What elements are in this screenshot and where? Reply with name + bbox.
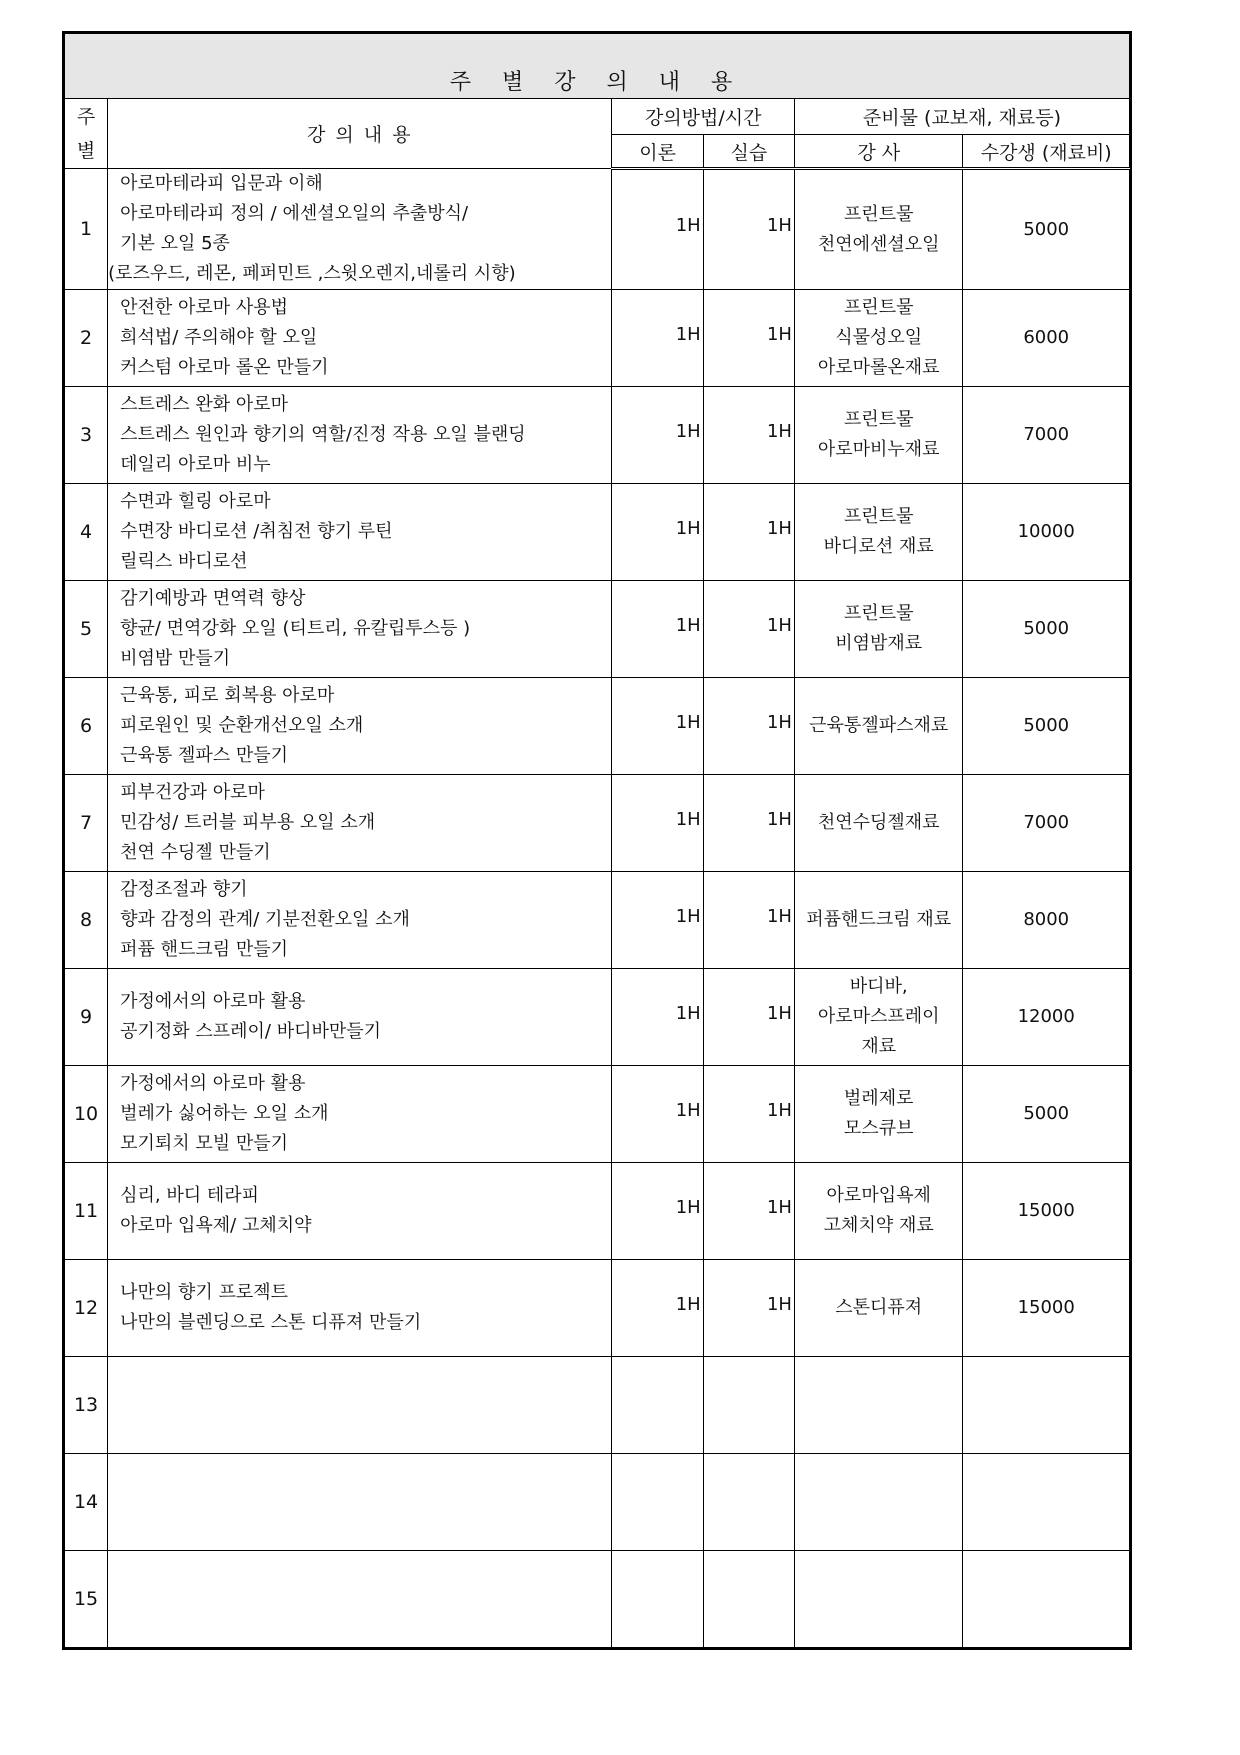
- practice-hours: [703, 387, 794, 484]
- header-week-top: 주: [76, 105, 96, 128]
- instructor-materials: [794, 775, 962, 872]
- instructor-materials-line: 재료: [861, 1036, 897, 1057]
- practice-hours: [703, 581, 794, 678]
- lecture-content-line: 퍼퓸 핸드크림 만들기: [120, 939, 289, 960]
- week-number: 1: [65, 169, 108, 290]
- lecture-content-line: 근육통 젤파스 만들기: [120, 745, 289, 766]
- instructor-materials-line: 고체치약 재료: [823, 1215, 934, 1236]
- practice-hours-value: 1H: [766, 711, 792, 733]
- theory-hours-value: 1H: [675, 215, 701, 236]
- instructor-materials-line: 모스큐브: [843, 1118, 914, 1139]
- practice-hours: [703, 169, 794, 290]
- instructor-materials-line: 프린트물: [843, 506, 914, 527]
- lecture-content-line: 벌레가 싫어하는 오일 소개: [120, 1103, 329, 1124]
- table-row: [65, 775, 1130, 872]
- practice-hours-value: 1H: [766, 420, 792, 442]
- instructor-materials-line: 벌레제로: [843, 1088, 914, 1109]
- lecture-content: [108, 1551, 612, 1648]
- lecture-content-line: 스트레스 완화 아로마: [120, 394, 289, 415]
- week-number: 10: [65, 1066, 108, 1163]
- week-number: 13: [65, 1357, 108, 1454]
- instructor-materials-line: 아로마비누재료: [817, 439, 940, 460]
- lecture-content-line: 천연 수딩젤 만들기: [120, 842, 271, 863]
- practice-hours-value: 1H: [766, 808, 792, 830]
- lecture-content-line: 피부건강과 아로마: [120, 782, 265, 803]
- table-row: [65, 1551, 1130, 1648]
- week-number: 4: [65, 484, 108, 581]
- practice-hours-value: 1H: [766, 905, 792, 927]
- instructor-materials-line: 프린트물: [843, 297, 914, 318]
- instructor-materials: [794, 1163, 962, 1260]
- instructor-materials: [794, 581, 962, 678]
- student-fee: 6000: [963, 290, 1130, 387]
- instructor-materials: [794, 387, 962, 484]
- theory-hours-value: 1H: [675, 1196, 701, 1218]
- practice-hours: [703, 1260, 794, 1357]
- theory-hours-value: 1H: [675, 517, 701, 539]
- lecture-content: [108, 290, 612, 387]
- theory-hours: [612, 484, 703, 581]
- student-fee: [963, 1454, 1130, 1551]
- theory-hours: [612, 1066, 703, 1163]
- practice-hours-value: 1H: [766, 323, 792, 345]
- week-number: 7: [65, 775, 108, 872]
- practice-hours: [703, 1066, 794, 1163]
- header-week-bottom: 별: [76, 139, 96, 162]
- instructor-materials-line: 프린트물: [843, 203, 914, 225]
- week-number: 12: [65, 1260, 108, 1357]
- theory-hours-value: 1H: [675, 905, 701, 927]
- instructor-materials: [794, 1066, 962, 1163]
- lecture-content: [108, 169, 612, 290]
- lecture-content-line: 비염밤 만들기: [120, 648, 231, 669]
- lecture-content: [108, 1066, 612, 1163]
- table-row: [65, 1163, 1130, 1260]
- lecture-content-line: 아로마테라피 입문과 이해: [120, 173, 323, 194]
- theory-hours: [612, 872, 703, 969]
- theory-hours: [612, 581, 703, 678]
- practice-hours: [703, 678, 794, 775]
- instructor-materials-line: 천연에센셜오일: [817, 233, 940, 255]
- lecture-content-line: 수면장 바디로션 /취침전 향기 루틴: [120, 521, 393, 542]
- table-row: [65, 581, 1130, 678]
- header-method: 강의방법/시간: [612, 99, 795, 135]
- lecture-content-line: 모기퇴치 모빌 만들기: [120, 1133, 289, 1154]
- instructor-materials-line: 퍼퓸핸드크림 재료: [806, 909, 952, 930]
- table-title: 주 별 강 의 내 용: [65, 34, 1130, 99]
- lecture-content-line: 커스텀 아로마 롤온 만들기: [120, 357, 329, 378]
- week-number: 3: [65, 387, 108, 484]
- table-row: [65, 484, 1130, 581]
- header-content: 강 의 내 용: [108, 99, 612, 169]
- lecture-content: [108, 678, 612, 775]
- practice-hours: [703, 872, 794, 969]
- table-row: [65, 872, 1130, 969]
- weekly-lecture-table: [64, 33, 1130, 1648]
- theory-hours: [612, 1454, 703, 1551]
- header-theory: 이론: [612, 135, 703, 169]
- theory-hours-value: 1H: [675, 420, 701, 442]
- instructor-materials: [794, 872, 962, 969]
- lecture-content-line: 릴릭스 바디로션: [120, 551, 248, 572]
- theory-hours: [612, 169, 703, 290]
- lecture-content: [108, 1260, 612, 1357]
- lecture-content: [108, 387, 612, 484]
- header-materials: 준비물 (교보재, 재료등): [794, 99, 1129, 135]
- theory-hours: [612, 1551, 703, 1648]
- instructor-materials-line: 프린트물: [843, 603, 914, 624]
- practice-hours-value: 1H: [766, 215, 792, 236]
- student-fee: 12000: [963, 969, 1130, 1066]
- practice-hours-value: 1H: [766, 1002, 792, 1024]
- lecture-content-line: 감기예방과 면역력 향상: [120, 588, 306, 609]
- week-number: 11: [65, 1163, 108, 1260]
- theory-hours: [612, 969, 703, 1066]
- lecture-content-line: 나만의 향기 프로젝트: [120, 1282, 289, 1303]
- student-fee: 8000: [963, 872, 1130, 969]
- theory-hours-value: 1H: [675, 1293, 701, 1315]
- week-number: 9: [65, 969, 108, 1066]
- week-number: 5: [65, 581, 108, 678]
- lecture-content: [108, 484, 612, 581]
- week-number: 2: [65, 290, 108, 387]
- instructor-materials: [794, 969, 962, 1066]
- student-fee: 10000: [963, 484, 1130, 581]
- practice-hours-value: 1H: [766, 517, 792, 539]
- instructor-materials: [794, 1551, 962, 1648]
- student-fee: 7000: [963, 387, 1130, 484]
- theory-hours-value: 1H: [675, 1099, 701, 1121]
- instructor-materials: [794, 1260, 962, 1357]
- table-row: [65, 678, 1130, 775]
- theory-hours-value: 1H: [675, 808, 701, 830]
- instructor-materials-line: 스톤디퓨져: [835, 1297, 923, 1318]
- week-number: 8: [65, 872, 108, 969]
- student-fee: [963, 1551, 1130, 1648]
- header-student-fee: 수강생 (재료비): [963, 135, 1130, 169]
- practice-hours-value: 1H: [766, 1196, 792, 1218]
- instructor-materials: [794, 484, 962, 581]
- practice-hours: [703, 290, 794, 387]
- instructor-materials-line: 바디로션 재료: [823, 536, 934, 557]
- lecture-content: [108, 775, 612, 872]
- theory-hours: [612, 387, 703, 484]
- lecture-content-line: 민감성/ 트러블 피부용 오일 소개: [120, 812, 376, 833]
- lecture-content-line: 근육통, 피로 회복용 아로마: [120, 685, 335, 706]
- student-fee: [963, 1357, 1130, 1454]
- lecture-content-line: 안전한 아로마 사용법: [120, 297, 289, 318]
- week-number: 6: [65, 678, 108, 775]
- lecture-content-line: 희석법/ 주의해야 할 오일: [120, 327, 318, 348]
- header-practice: 실습: [703, 135, 794, 169]
- practice-hours: [703, 1163, 794, 1260]
- header-week: [65, 99, 108, 169]
- lecture-content-line: (로즈우드, 레몬, 페퍼민트 ,스윗오렌지,네롤리 시향): [108, 263, 516, 284]
- lecture-content-line: 나만의 블렌딩으로 스톤 디퓨져 만들기: [120, 1312, 422, 1333]
- lecture-content-line: 가정에서의 아로마 활용: [120, 1073, 306, 1094]
- lecture-content-line: 심리, 바디 테라피: [120, 1185, 259, 1206]
- theory-hours-value: 1H: [675, 1002, 701, 1024]
- practice-hours: [703, 969, 794, 1066]
- practice-hours: [703, 1357, 794, 1454]
- theory-hours-value: 1H: [675, 614, 701, 636]
- instructor-materials-line: 식물성오일: [835, 327, 923, 348]
- theory-hours-value: 1H: [675, 323, 701, 345]
- student-fee: 5000: [963, 169, 1130, 290]
- lecture-content: [108, 1454, 612, 1551]
- student-fee: 5000: [963, 1066, 1130, 1163]
- instructor-materials: [794, 678, 962, 775]
- instructor-materials-line: 천연수딩젤재료: [817, 812, 940, 833]
- student-fee: 5000: [963, 678, 1130, 775]
- table-row: [65, 1260, 1130, 1357]
- weekly-lecture-table-frame: [62, 31, 1132, 1650]
- lecture-content: [108, 1357, 612, 1454]
- instructor-materials: [794, 169, 962, 290]
- practice-hours: [703, 775, 794, 872]
- lecture-content-line: 기본 오일 5종: [120, 233, 230, 254]
- week-number: 15: [65, 1551, 108, 1648]
- week-number: 14: [65, 1454, 108, 1551]
- practice-hours: [703, 484, 794, 581]
- student-fee: 15000: [963, 1163, 1130, 1260]
- theory-hours: [612, 1260, 703, 1357]
- practice-hours: [703, 1551, 794, 1648]
- instructor-materials-line: 근육통젤파스재료: [809, 715, 949, 736]
- theory-hours: [612, 1163, 703, 1260]
- practice-hours-value: 1H: [766, 614, 792, 636]
- lecture-content: [108, 969, 612, 1066]
- table-row: [65, 387, 1130, 484]
- table-row: [65, 290, 1130, 387]
- practice-hours: [703, 1454, 794, 1551]
- lecture-content-line: 스트레스 원인과 향기의 역할/진정 작용 오일 블랜딩: [120, 424, 526, 445]
- instructor-materials-line: 비염밤재료: [835, 633, 923, 654]
- instructor-materials-line: 바디바,: [849, 976, 908, 997]
- lecture-content-line: 데일리 아로마 비누: [120, 454, 271, 475]
- instructor-materials: [794, 1454, 962, 1551]
- theory-hours: [612, 1357, 703, 1454]
- theory-hours: [612, 678, 703, 775]
- theory-hours: [612, 775, 703, 872]
- student-fee: 7000: [963, 775, 1130, 872]
- lecture-content: [108, 1163, 612, 1260]
- lecture-content-line: 향균/ 면역강화 오일 (티트리, 유칼립투스등 ): [120, 618, 471, 639]
- student-fee: 15000: [963, 1260, 1130, 1357]
- lecture-content: [108, 872, 612, 969]
- instructor-materials-line: 아로마스프레이: [817, 1006, 940, 1027]
- instructor-materials-line: 아로마롤온재료: [817, 357, 940, 378]
- instructor-materials: [794, 290, 962, 387]
- lecture-content-line: 공기정화 스프레이/ 바디바만들기: [120, 1021, 382, 1042]
- instructor-materials-line: 프린트물: [843, 409, 914, 430]
- table-row: [65, 169, 1130, 290]
- lecture-content: [108, 581, 612, 678]
- lecture-content-line: 향과 감정의 관계/ 기분전환오일 소개: [120, 909, 410, 930]
- theory-hours: [612, 290, 703, 387]
- table-row: [65, 1357, 1130, 1454]
- instructor-materials-line: 아로마입욕제: [826, 1185, 931, 1206]
- practice-hours-value: 1H: [766, 1293, 792, 1315]
- lecture-content-line: 감정조절과 향기: [120, 879, 248, 900]
- instructor-materials: [794, 1357, 962, 1454]
- table-row: [65, 1454, 1130, 1551]
- lecture-content-line: 가정에서의 아로마 활용: [120, 991, 306, 1012]
- lecture-content-line: 피로원인 및 순환개선오일 소개: [120, 715, 364, 736]
- header-instructor: 강 사: [794, 135, 962, 169]
- table-row: [65, 1066, 1130, 1163]
- student-fee: 5000: [963, 581, 1130, 678]
- lecture-content-line: 아로마테라피 정의 / 에센셜오일의 추출방식/: [120, 203, 469, 224]
- theory-hours-value: 1H: [675, 711, 701, 733]
- lecture-content-line: 수면과 힐링 아로마: [120, 491, 271, 512]
- lecture-content-line: 아로마 입욕제/ 고체치약: [120, 1215, 312, 1236]
- practice-hours-value: 1H: [766, 1099, 792, 1121]
- table-row: [65, 969, 1130, 1066]
